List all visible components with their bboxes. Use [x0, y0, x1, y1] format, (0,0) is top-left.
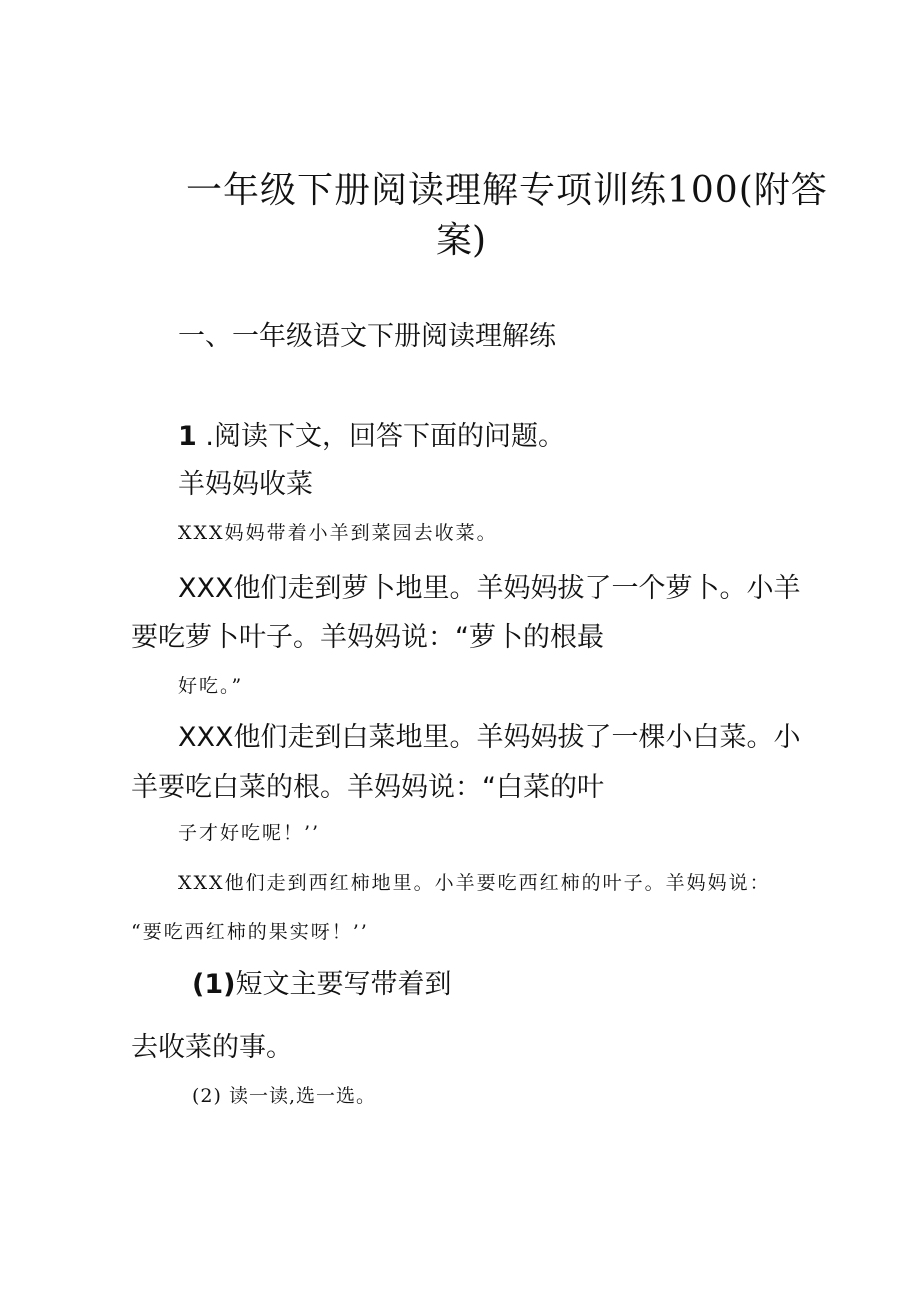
document-title-line-1: 一年级下册阅读理解专项训练100(附答 [186, 170, 828, 211]
sub-question-1-line-1 [192, 962, 451, 1001]
paragraph-4-line-2: “要吃西红柿的果实呀！’’ [131, 921, 369, 943]
question-1-text: .阅读下文，回答下面的问题。 [196, 421, 565, 452]
sub-question-1-number: (1) [192, 969, 236, 1000]
document-title-line-2: 案) [436, 220, 487, 261]
paragraph-3-line-2: 羊要吃白菜的根。羊妈妈说：“白菜的叶 [131, 772, 604, 803]
paragraph-2-line-3: 好吃。” [178, 675, 244, 697]
question-1-number: 1 [178, 421, 197, 452]
paragraph-3-line-3: 子才好吃呢！’’ [178, 822, 321, 844]
question-1 [178, 414, 565, 453]
sub-question-1-line-2: 去收菜的事。 [131, 1032, 293, 1063]
paragraph-4-line-1: XXX他们走到西红柿地里。小羊要吃西红柿的叶子。羊妈妈说： [178, 872, 771, 894]
section-heading: 一、一年级语文下册阅读理解练 [178, 321, 556, 352]
sub-question-1-text: 短文主要写带着到 [235, 969, 452, 1000]
paragraph-3-line-1: XXX他们走到白菜地里。羊妈妈拔了一棵小白菜。小 [178, 722, 801, 753]
paragraph-2-line-1: XXX他们走到萝卜地里。羊妈妈拔了一个萝卜。小羊 [178, 573, 801, 604]
paragraph-2-line-2: 要吃萝卜叶子。羊妈妈说：“萝卜的根最 [131, 622, 604, 653]
sub-question-2: (2) 读一读,选一选。 [192, 1085, 376, 1107]
story-title: 羊妈妈收菜 [178, 469, 313, 500]
paragraph-1: XXX妈妈带着小羊到菜园去收菜。 [178, 522, 498, 544]
